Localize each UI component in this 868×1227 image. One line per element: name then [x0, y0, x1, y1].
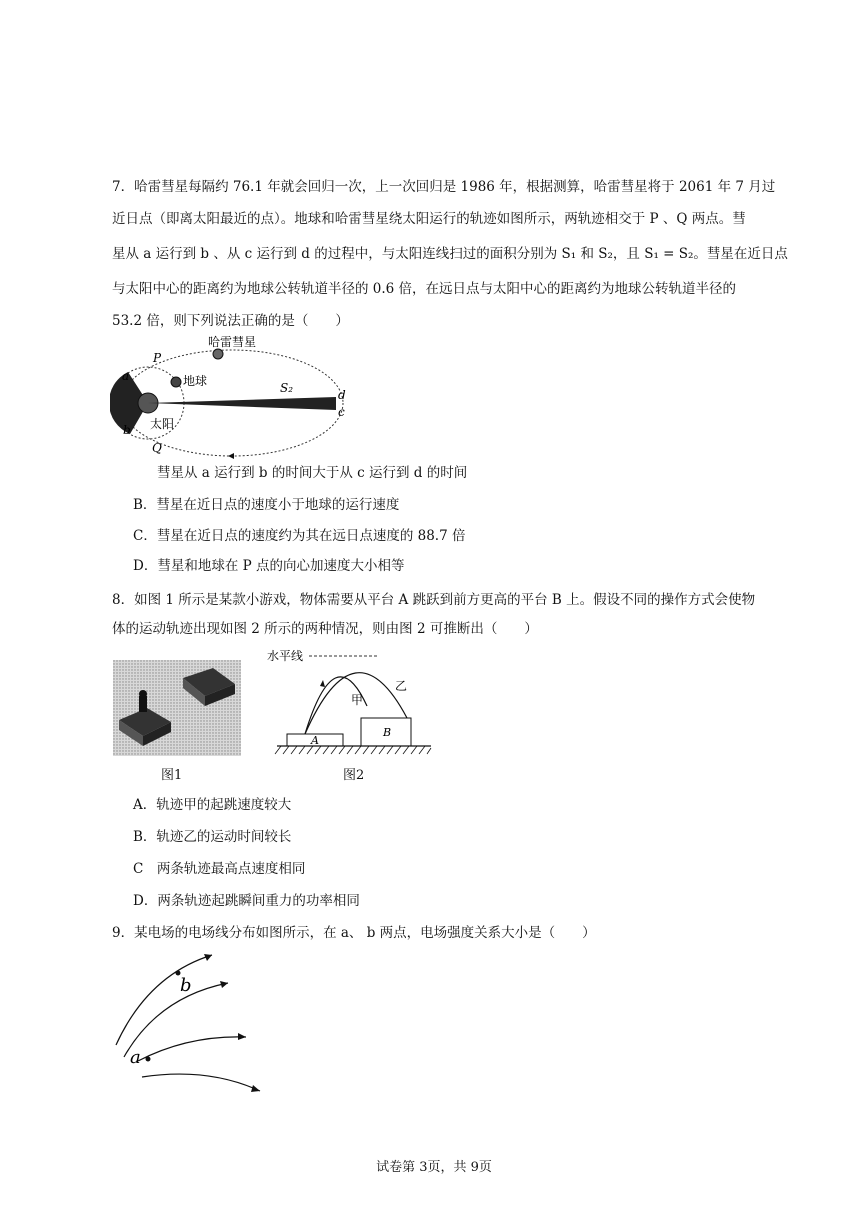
point-a-dot — [146, 1057, 151, 1062]
label-jia: 甲 — [351, 693, 364, 707]
field-line-3 — [138, 1037, 246, 1061]
label-yi: 乙 — [395, 679, 408, 693]
q7-orbit-figure — [110, 330, 370, 460]
earth — [171, 377, 181, 387]
q8-caption-1: 图1 — [161, 768, 183, 783]
point-a: a — [122, 369, 130, 383]
q8-line-2: 体的运动轨迹出现如图 2 所示的两种情况，则由图 2 可推断出（ ） — [112, 621, 538, 637]
label-a: A — [311, 734, 319, 747]
label-b: B — [383, 726, 392, 739]
q8-option-a: A．轨迹甲的起跳速度较大 — [133, 797, 292, 813]
q7-line-3: 星从 a 运行到 b 、从 c 运行到 d 的过程中，与太阳连线扫过的面积分别为 S₁ 和 S₂，且 S₁ = S₂。彗星在近日点 — [112, 246, 788, 262]
point-b: b — [123, 423, 131, 437]
horizontal-label: 水平线 — [267, 649, 304, 663]
page-footer: 试卷第 3页，共 9页 — [376, 1160, 492, 1175]
point-q: Q — [152, 441, 162, 455]
field-line-1 — [116, 955, 212, 1045]
q7-option-c: C．彗星在近日点的速度约为其在远日点速度的 88.7 倍 — [133, 528, 466, 544]
field-line-4 — [142, 1074, 260, 1091]
point-c: c — [338, 405, 345, 419]
sun-label: 太阳 — [150, 417, 175, 431]
q7-line-4: 与太阳中心的距离约为地球公转轨道半径的 0.6 倍，在远日点与太阳中心的距离约为地球公转轨道半径的 — [112, 281, 737, 297]
comet — [213, 349, 223, 359]
q7-option-b: B．彗星在近日点的速度小于地球的运行速度 — [133, 497, 400, 513]
point-p: P — [153, 351, 162, 365]
q9-stem: 9．某电场的电场线分布如图所示，在 a、 b 两点，电场强度关系大小是（ ） — [112, 925, 596, 941]
q8-option-c: C 两条轨迹最高点速度相同 — [133, 861, 306, 877]
q9-field-lines-figure — [108, 945, 278, 1105]
earth-label: 地球 — [183, 374, 208, 388]
q8-option-b: B．轨迹乙的运动时间较长 — [133, 829, 292, 845]
q7-line-1: 7．哈雷彗星每隔约 76.1 年就会回归一次，上一次回归是 1986 年，根据测算，哈雷彗星将于 2061 年 7 月过 — [112, 179, 776, 195]
s2-sector — [148, 397, 336, 410]
point-a-label: a — [130, 1047, 141, 1068]
q7-option-a: 彗星从 a 运行到 b 的时间大于从 c 运行到 d 的时间 — [157, 465, 468, 481]
q7-line-2: 近日点（即离太阳最近的点）。地球和哈雷彗星绕太阳运行的轨迹如图所示，两轨迹相交于 P 、Q 两点。彗 — [112, 211, 746, 227]
point-d: d — [338, 388, 346, 402]
q8-game-image — [113, 660, 241, 756]
q7-option-d: D．彗星和地球在 P 点的向心加速度大小相等 — [133, 558, 405, 574]
q8-option-d: D．两条轨迹起跳瞬间重力的功率相同 — [133, 893, 360, 909]
comet-label: 哈雷彗星 — [208, 335, 257, 349]
q8-trajectory-figure — [265, 646, 435, 760]
point-b-label: b — [180, 975, 192, 996]
s2-label: S₂ — [280, 381, 294, 395]
q8-line-1: 8．如图 1 所示是某款小游戏，物体需要从平台 A 跳跃到前方更高的平台 B 上。假设不同的操作方式会使物 — [112, 592, 756, 608]
q8-caption-2: 图2 — [343, 768, 365, 783]
q7-line-5: 53.2 倍，则下列说法正确的是（ ） — [112, 313, 349, 329]
